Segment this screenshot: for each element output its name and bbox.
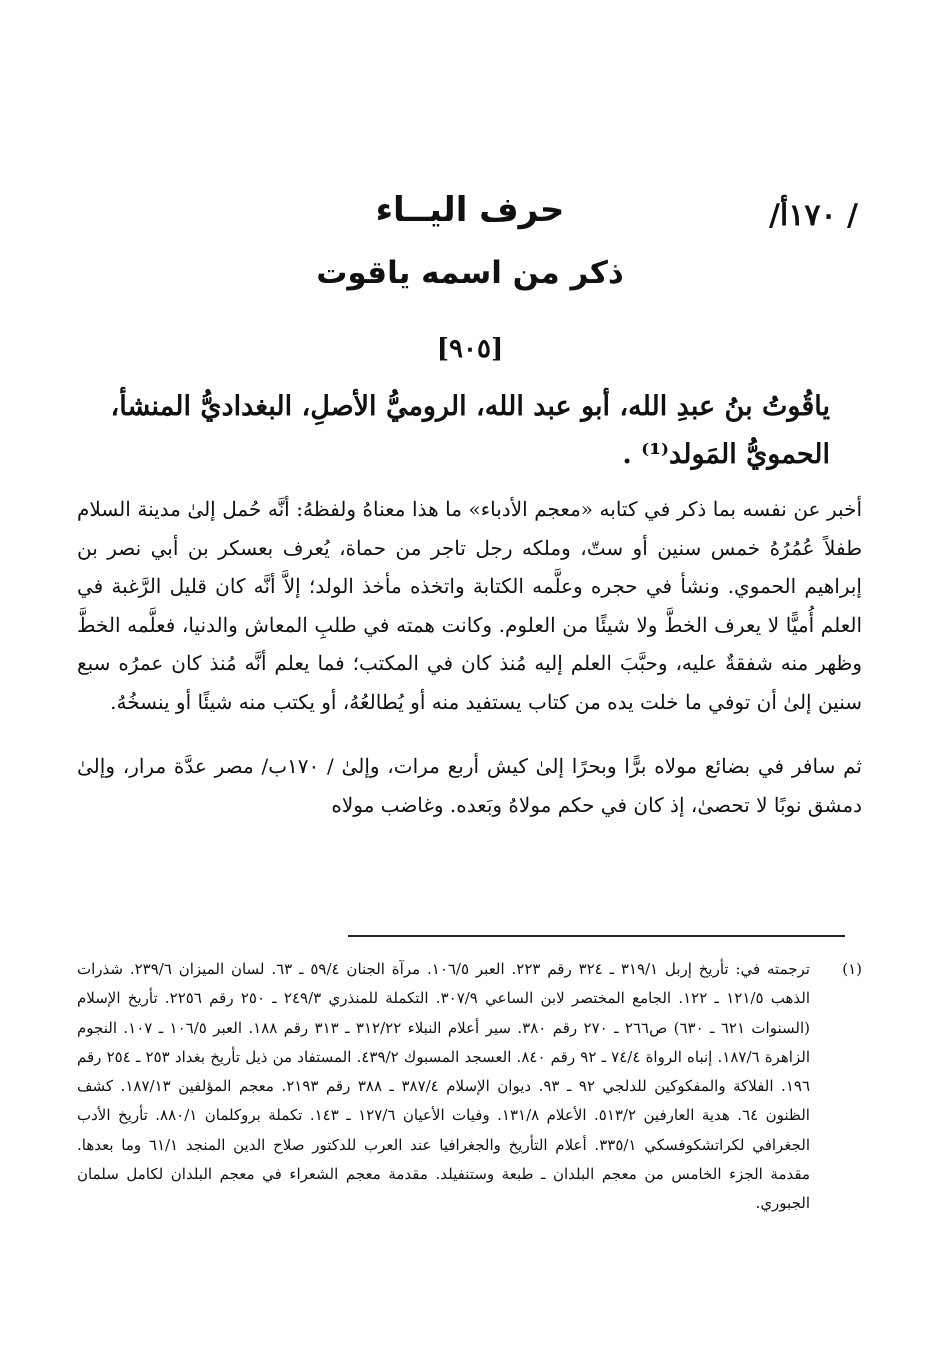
folio-reference: / ١٧٠أ/ <box>768 198 858 233</box>
footnote-marker: (١) <box>842 960 862 978</box>
entry-name-heading: ياقُوتُ بنُ عبدِ الله، أبو عبد الله، الروميُّ الأصلِ، البغداديُّ المنشأ، الحمويُّ المَولد⁽¹⁾ . <box>110 391 830 470</box>
body-paragraph: ثم سافر في بضائع مولاه برًّا وبحرًا إلىٰ كيش أربع مرات، وإلىٰ / ١٧٠ب/ مصر عدَّة مرار، وإلىٰ دمشق نوبًا لا تحصىٰ، إذ كان في حكم مولاهُ وبَعده. وغاضب مولاه <box>77 754 862 817</box>
footnote-divider <box>348 935 845 937</box>
section-title: ذكر من اسمه ياقوت <box>316 255 624 291</box>
footnote-text: ترجمته في: تأريخ إربل ٣١٩/١ ـ ٣٢٤ رقم ٢٢٣. العبر ١٠٦/٥. مرآة الجنان ٥٩/٤ ـ ٦٣. لسان الميزان ٢٣٩/٦. شذرات الذهب ١٢١/٥ ـ ١٢٢. الجامع المختصر لابن الساعي ٣٠٧/٩. التكملة للمنذري ٢٤٩/٣ ـ ٢٥٠ رقم ٢٢٥٦. تأريخ الإسلام (السنوات ٦٢١ ـ ٦٣٠) ص٢٦٦ ـ ٢٧٠ رقم ٣٨٠. سير أعلام النبلاء ٣١٢/٢٢ ـ ٣١٣ رقم ١٨٨. العبر ١٠٦/٥ ـ ١٠٧. النجوم الزاهرة ١٨٧/٦. إنباه الرواة ٧٤/٤ ـ ٩٢ رقم ٨٤٠. العسجد المسبوك ٤٣٩/٢. المستفاد من ذيل تأريخ بغداد ٢٥٣ ـ ٢٥٤ رقم ١٩٦. الفلاكة والمفكوكين للدلجي ٩٢ ـ ٩٣. ديوان الإسلام ٣٨٧/٤ ـ ٣٨٨ رقم ٢١٩٣. معجم المؤلفين ١٨٧/١٣. كشف الظنون ٦٤. هدية العارفين ٥١٣/٢. الأعلام ١٣١/٨. وفيات الأعيان ١٢٧/٦ ـ ١٤٣. تكملة بروكلمان ٨٨٠/١. تأريخ الأدب الجغرافي لكراتشكوفسكي ٣٣٥/١. أعلام التأريخ والجغرافيا عند العرب للدكتور صلاح الدين المنجد ٦١/١ وما بعدها. مقدمة الجزء الخامس من معجم البلدان ـ طبعة وستنفيلد. مقدمة معجم الشعراء في معجم البلدان لكامل سلمان الجبوري. <box>77 960 811 1213</box>
body-paragraph: أخبر عن نفسه بما ذكر في كتابه «معجم الأدباء» ما هذا معناهُ ولفظهُ: أنَّه حُمل إلىٰ مدينة السلام طفلاً عُمُرُهُ خمس سنين أو ستّ، وملكه رجل تاجر من حماة، يُعرف بعسكر بن أبي نصر بن إبراهيم الحموي. ونشأ في حجره وعلَّمه الكتابة واتخذه مأخذ الولد؛ إلاَّ أنَّه كان قليل الرَّغبة في العلم أُميًّا لا يعرف الخطَّ ولا شيئًا من العلوم. وكانت همته في طلبِ المعاش والدنيا، فعلَّمه الخطَّ وظهر منه شفقةٌ عليه، وحبَّبَ العلم إليه مُنذ كان في المكتب؛ فما يعلم أنَّه مُنذ كان عمرُه سبع سنين إلىٰ أن توفي ما خلت يده من كتاب يستفيد منه أو يُطالعُهُ، أو يكتب منه شيئًا أو ينسخُهُ. <box>77 497 862 714</box>
chapter-title: حرف اليــاء <box>375 190 565 230</box>
entry-number: [٩٠٥] <box>436 334 504 364</box>
body-text <box>77 490 862 824</box>
footnote <box>77 955 862 1219</box>
